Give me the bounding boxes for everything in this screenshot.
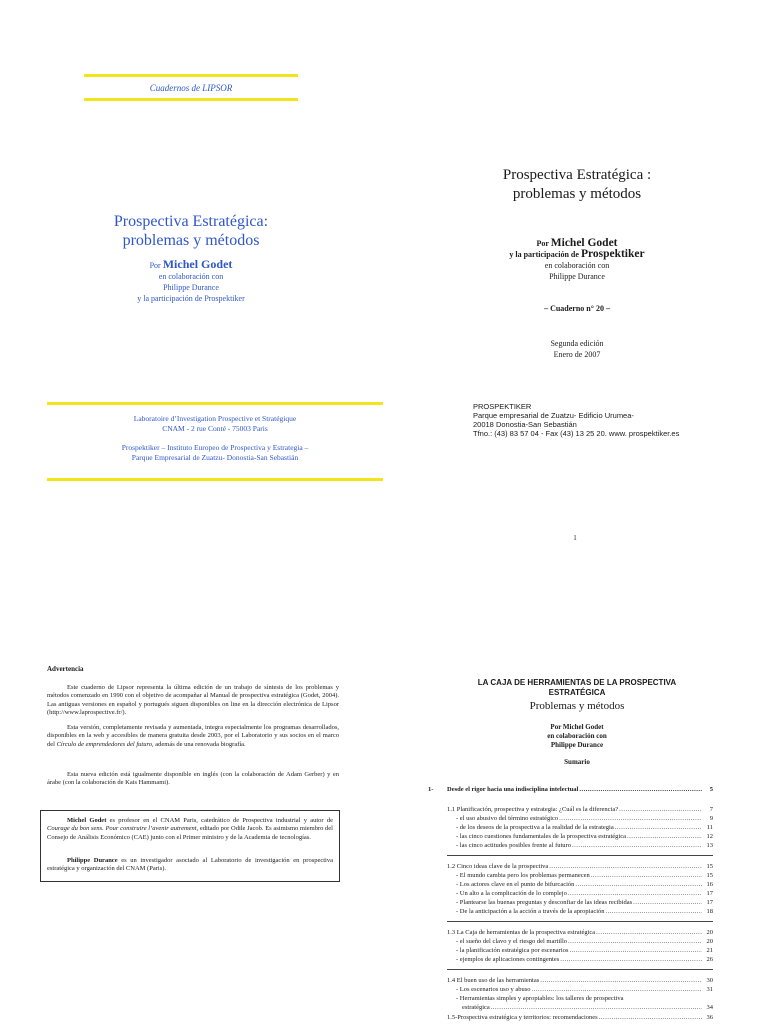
toc-page: 7 [709, 806, 713, 813]
yellow-rule [47, 402, 383, 405]
advertencia-paragraph [47, 724, 339, 749]
toc-label: - El mundo cambia pero los problemas permanecen [456, 872, 590, 879]
divider [447, 921, 713, 922]
text-run: Esta versión, completamente revisada y aumentada, integra especialmente los programas desarrollados, disponibles en la web y accesibles de manera gratuita desde 2003, por el Laboratorio y sus socios en el marco del [47, 724, 339, 748]
toc-page: 5 [709, 786, 713, 793]
toc-entry [447, 929, 713, 937]
series-name: Cuadernos de LIPSOR [149, 83, 233, 93]
toc-entry [456, 833, 713, 841]
yellow-rule [84, 98, 298, 101]
title-page-title [480, 166, 674, 204]
toc-label: - Los actores clave en el punto de bifurcación [456, 881, 575, 888]
toc-entry [456, 824, 713, 832]
toc-page: 15 [706, 863, 713, 870]
toc-label: - ejemplos de aplicaciones contingentes [456, 956, 560, 963]
toc-label: - la planificación estratégica por escenarios [456, 947, 569, 954]
participant-name: Prospektiker [580, 248, 645, 260]
title-line: problemas y métodos [512, 186, 642, 202]
toc-entry [447, 1014, 713, 1022]
edition-line: Segunda edición [550, 339, 604, 348]
toc-author-line: Philippe Durance [550, 741, 604, 749]
toc-entry [462, 1004, 713, 1012]
toc-title [455, 678, 699, 698]
title-line: Prospectiva Estratégica : [502, 167, 652, 183]
toc-entry [456, 872, 713, 880]
toc-title-line: LA CAJA DE HERRAMIENTAS DE LA PROSPECTIVA [477, 678, 677, 687]
address-line: Tfno.: (43) 83 57 04 - Fax (43) 13 25 20. www. prospektiker.es [473, 429, 680, 438]
address-line: 20018 Donostia-San Sebastián [473, 420, 577, 429]
toc-label: - Plantearse las buenas preguntas y desconfiar de las ideas recibidas [456, 899, 633, 906]
address-block [473, 402, 733, 438]
lab-line: CNAM - 2 rue Conté - 75003 Paris [162, 424, 268, 433]
toc-entry [456, 986, 713, 994]
cover-author-block [84, 259, 298, 304]
toc-page: 18 [706, 908, 713, 915]
bio-name: Michel Godet [67, 817, 107, 824]
por-label: Por [536, 239, 549, 248]
text-run: es profesor en el CNAM Paris, catedrático de Prospectiva industrial y autor de [106, 817, 333, 824]
toc-page: 15 [706, 872, 713, 879]
toc-entry [456, 881, 713, 889]
cover-title-line: problemas y métodos [122, 232, 260, 249]
lab-line: Laboratoire d’Investigation Prospective et Stratégique [133, 414, 297, 423]
page-number: 1 [573, 534, 577, 542]
cover-title-line: Prospectiva Estratégica: [113, 213, 269, 230]
toc-label: - Los escenarios uso y abuso [456, 986, 531, 993]
participation-label: y la participación de [509, 250, 579, 259]
edition-line: Enero de 2007 [553, 350, 601, 359]
toc-page: 20 [706, 929, 713, 936]
toc-author-line: Por Michel Godet [550, 723, 604, 731]
advertencia-paragraph: Esta nueva edición está igualmente disponible en inglés (con la colaboración de Adam Gerber) y en árabe (con la colaboración de Kais Hammami). [47, 771, 339, 787]
toc-entry [447, 806, 713, 814]
title-page-author [480, 238, 674, 282]
toc-page: 17 [706, 890, 713, 897]
bio-name: Philippe Durance [67, 857, 118, 864]
toc-label: - de los deseos de la prospectiva a la realidad de la estrategia [456, 824, 614, 831]
chapter-number: 1- [428, 786, 434, 793]
toc-page: 17 [706, 899, 713, 906]
toc-page: 36 [706, 1014, 713, 1021]
text-run: , además de una renovada biografía. [152, 740, 246, 748]
toc-entry [456, 842, 713, 850]
toc-entry [456, 938, 713, 946]
collab-line: y la participación de Prospektiker [137, 294, 245, 303]
cover-title [84, 212, 298, 250]
yellow-rule [47, 478, 383, 481]
toc-page: 16 [706, 881, 713, 888]
toc-entry [456, 815, 713, 823]
yellow-rule [84, 74, 298, 77]
toc-label: - Un alto a la complicación de lo complejo [456, 890, 567, 897]
collab-line: en colaboración con [544, 261, 610, 270]
collab-line: Philippe Durance [549, 272, 605, 281]
toc-entry: - Herramientas simples y apropiables: los talleres de prospectiva [456, 995, 624, 1002]
institution-block [47, 414, 383, 463]
toc-author [455, 723, 699, 750]
cuaderno-number: – Cuaderno n° 20 – [544, 304, 610, 313]
toc-label: 1.1 Planificación, prospectiva y estrategia: ¿Cuál es la diferencia? [447, 806, 619, 813]
toc-page: 31 [706, 986, 713, 993]
bio-paragraph [47, 857, 333, 874]
toc-page: 21 [706, 947, 713, 954]
toc-label: - el sueño del clavo y el riesgo del martillo [456, 938, 568, 945]
por-label: Por [149, 261, 161, 270]
toc-label: 1.4 El buen uso de las herramientas [447, 977, 540, 984]
toc-page: 12 [706, 833, 713, 840]
lab-line: Parque Empresarial de Zuatzu- Donostia-San Sebastián [131, 453, 299, 462]
divider [447, 969, 713, 970]
toc-entry [456, 956, 713, 964]
advertencia-heading: Advertencia [47, 665, 84, 673]
address-line: Parque empresarial de Zuatzu- Edificio Urumea- [473, 411, 634, 420]
toc-label: - las cinco cuestiones fundamentales de la prospectiva estratégica [456, 833, 627, 840]
collab-line: Philippe Durance [163, 283, 219, 292]
text-run: es un investigador asociado al Laboratorio de investigación en prospectiva estratégica y organización del CNAM (Paris). [47, 857, 333, 873]
toc-author-line: en colaboración con [547, 732, 607, 740]
toc-page: 26 [706, 956, 713, 963]
author-name: Michel Godet [162, 257, 233, 271]
toc-entry [447, 786, 713, 794]
author-name: Michel Godet [550, 237, 618, 249]
bio-box [40, 810, 340, 882]
text-run: , editado por Odile Jacob. Es asimismo miembro del Consejo de Análisis Económico (CAE) junto con el Primer ministro y de la Academia de tecnologías. [47, 825, 333, 841]
toc-label: estratégica [462, 1004, 490, 1011]
toc-page: 20 [706, 938, 713, 945]
toc-page: 30 [706, 977, 713, 984]
toc-page: 11 [706, 824, 713, 831]
text-run-italic: Círculo de emprendedores del futuro [56, 740, 153, 748]
collab-line: en colaboración con [158, 272, 224, 281]
toc-entry [456, 947, 713, 955]
toc-page: 34 [706, 1004, 713, 1011]
divider [447, 855, 713, 856]
toc-entry [447, 977, 713, 985]
edition-block [480, 338, 674, 360]
toc-entry [447, 863, 713, 871]
toc-entry [456, 890, 713, 898]
toc-entry [456, 908, 713, 916]
address-line: PROSPEKTIKER [473, 402, 532, 411]
toc-label: - el uso abusivo del término estratégico [456, 815, 559, 822]
toc-page: 9 [709, 815, 713, 822]
toc-label: - De la anticipación a la acción a través de la apropiación [456, 908, 605, 915]
bio-paragraph [47, 817, 333, 842]
toc-title-line: ESTRATÉGICA [548, 688, 606, 697]
toc-label: 1.3 La Caja de herramientas de la prospectiva estratégica [447, 929, 596, 936]
toc-label: Desde el rigor hacia una indisciplina intelectual [447, 786, 579, 793]
sumario-heading: Sumario [564, 758, 590, 766]
toc-label: 1.2 Cinco ideas clave de la prospectiva [447, 863, 549, 870]
toc-label: - las cinco actitudes posibles frente al futuro [456, 842, 571, 849]
toc-entry [456, 899, 713, 907]
lab-line: Prospektiker – Instituto Europeo de Prospectiva y Estrategia – [121, 443, 309, 452]
toc-subtitle: Problemas y métodos [529, 700, 625, 712]
toc-page: 13 [706, 842, 713, 849]
text-run-italic: Courage du bon sens. Pour construire l’avenir autrement [47, 825, 197, 833]
advertencia-paragraph: Este cuaderno de Lipsor representa la última edición de un trabajo de síntesis de los problemas y métodos comenzado en 1990 con el objetivo de acompañar al Manual de prospectiva estratégica (Godet, 2004). Las antiguas versiones en español y portugués siguen disponibles on line en la dirección electrónica de Lipsor (http://www.laprospective.fr/). [47, 684, 339, 717]
toc-label: 1.5-Prospectiva estratégica y territorios: recomendaciones [447, 1014, 598, 1021]
